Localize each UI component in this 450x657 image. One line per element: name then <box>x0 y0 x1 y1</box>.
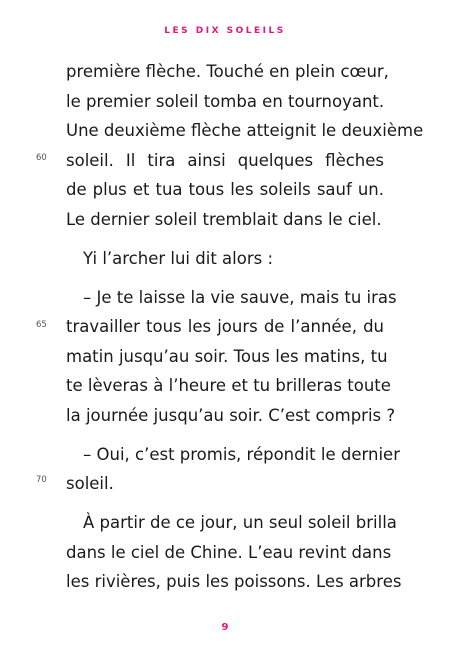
body-text <box>66 57 424 597</box>
text-line: dans le ciel de Chine. L’eau revint dans <box>66 542 392 562</box>
paragraph <box>66 283 397 431</box>
text-line: travailler tous les jours de l’année, du <box>66 317 384 336</box>
running-header: LES DIX SOLEILS <box>164 26 286 36</box>
text-line: le premier soleil tomba en tournoyant. <box>66 91 385 111</box>
page-number: 9 <box>221 622 229 633</box>
text-line: de plus et tua tous les soleils sauf un. <box>66 180 384 199</box>
line-number: 65 <box>36 320 47 330</box>
line-number: 70 <box>36 475 47 485</box>
paragraph <box>66 244 384 274</box>
paragraph <box>66 508 402 597</box>
text-line: matin jusqu’au soir. Tous les matins, tu <box>66 346 388 366</box>
text-line: Le dernier soleil tremblait dans le ciel. <box>66 209 382 229</box>
text-line: Yi l’archer lui dit alors : <box>83 248 274 268</box>
text-line: À partir de ce jour, un seul soleil brilla <box>83 513 397 532</box>
text-line: Une deuxième flèche atteignit le deuxième <box>66 121 424 140</box>
text-line: soleil. <box>66 474 114 493</box>
paragraph <box>66 440 400 499</box>
text-line: te lèveras à l’heure et tu brilleras toute <box>66 376 391 395</box>
text-line: – Je te laisse la vie sauve, mais tu iras <box>83 287 397 307</box>
paragraph <box>66 57 424 234</box>
text-line: première flèche. Touché en plein cœur, <box>66 62 389 81</box>
text-line: – Oui, c’est promis, répondit le dernier <box>83 444 400 464</box>
line-number: 60 <box>36 153 47 163</box>
text-line: soleil. Il tira ainsi quelques flèches <box>66 150 384 170</box>
text-line: les rivières, puis les poissons. Les arbres <box>66 572 402 591</box>
text-line: la journée jusqu’au soir. C’est compris ? <box>66 405 396 425</box>
